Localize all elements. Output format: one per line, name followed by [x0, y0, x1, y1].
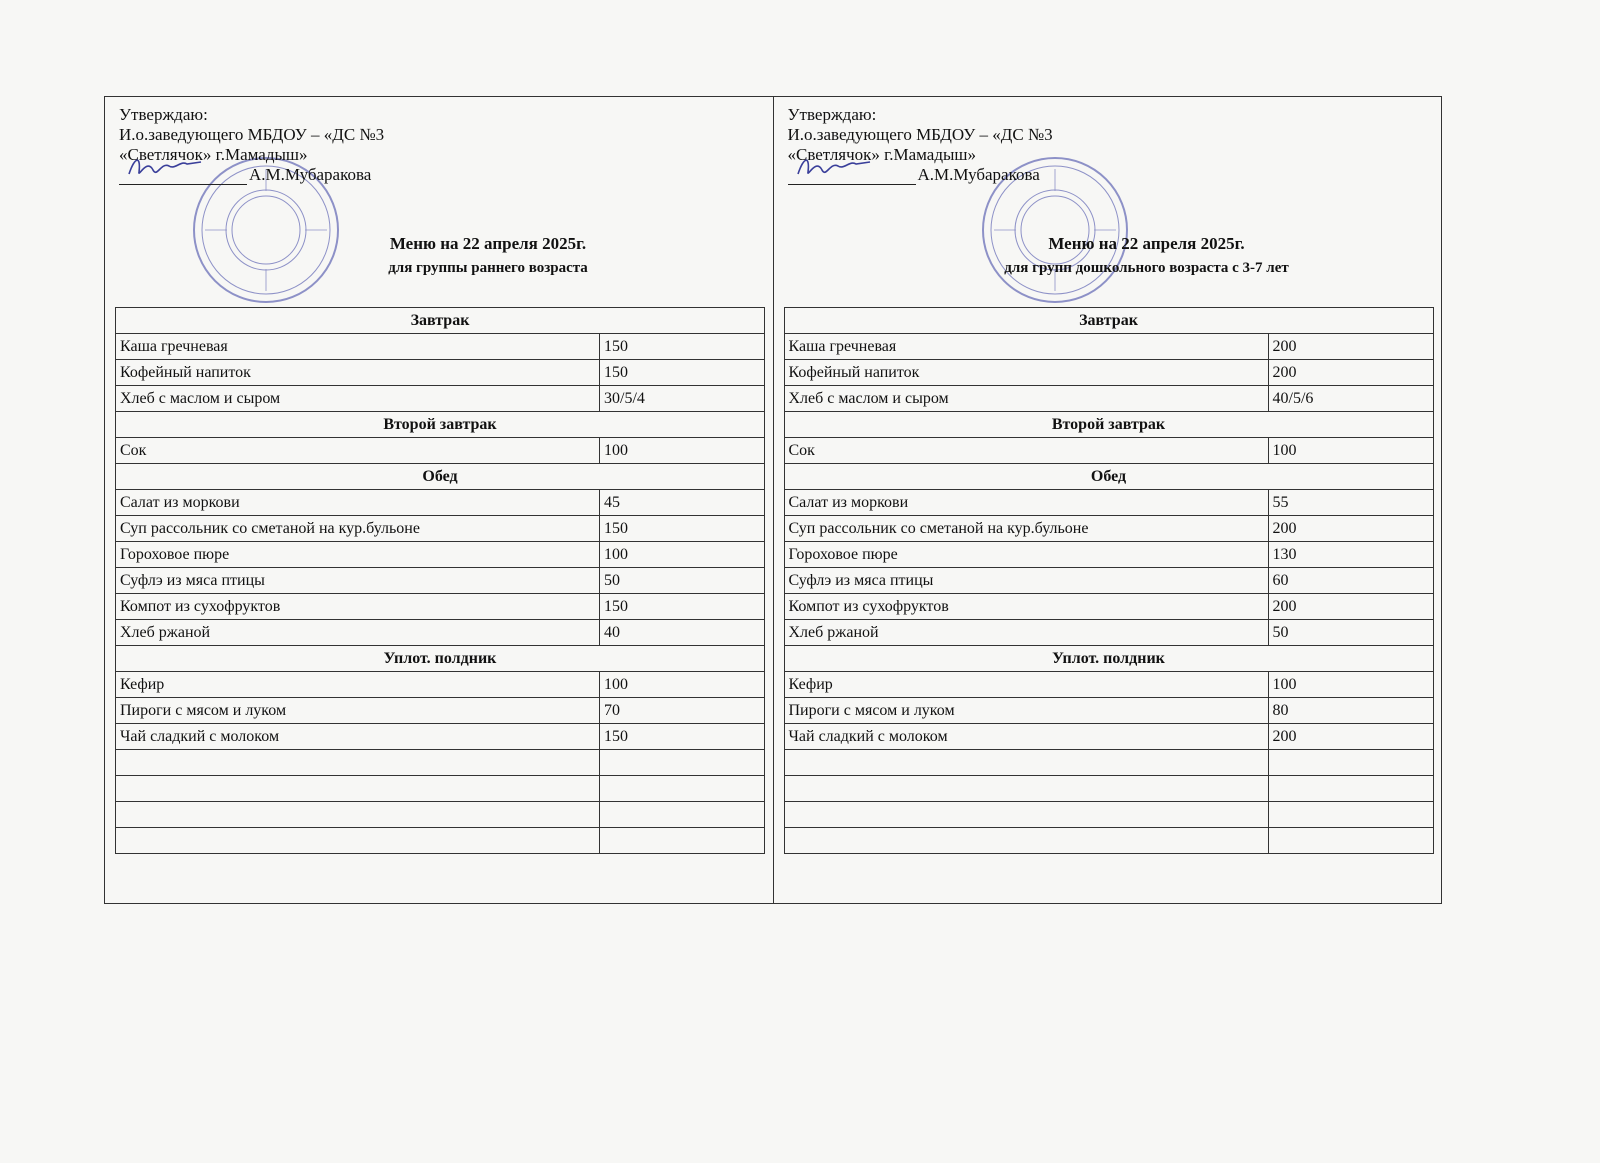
portion-size: 40/5/6 — [1268, 386, 1433, 412]
portion-size: 150 — [600, 334, 765, 360]
menu-title-prefix: Меню на — [1048, 234, 1118, 253]
dish-name: Пироги с мясом и луком — [116, 698, 600, 724]
menu-title-suffix: апреля 2025г. — [1142, 234, 1245, 253]
portion-size: 100 — [600, 672, 765, 698]
signature-row — [119, 165, 384, 185]
dish-name: Салат из моркови — [784, 490, 1268, 516]
portion-size: 150 — [600, 724, 765, 750]
table-row — [784, 360, 1433, 386]
menu-title-prefix: Меню на — [389, 234, 459, 253]
approve-label: Утверждаю: — [119, 105, 208, 124]
table-row — [116, 386, 765, 412]
dish-name: Суфлэ из мяса птицы — [784, 568, 1268, 594]
dish-name: Каша гречневая — [116, 334, 600, 360]
table-row — [784, 802, 1433, 828]
dish-name: Чай сладкий с молоком — [116, 724, 600, 750]
table-row — [116, 542, 765, 568]
menu-subtitle: для группы раннего возраста — [388, 260, 588, 276]
table-row — [784, 334, 1433, 360]
table-row — [784, 516, 1433, 542]
portion-size: 30/5/4 — [600, 386, 765, 412]
table-row — [116, 438, 765, 464]
section-header-row — [784, 646, 1433, 672]
dish-name — [116, 828, 600, 854]
table-row — [784, 542, 1433, 568]
dish-name: Чай сладкий с молоком — [784, 724, 1268, 750]
portion-size — [1268, 802, 1433, 828]
signature-line — [788, 166, 916, 185]
table-row — [784, 724, 1433, 750]
dish-name: Хлеб с маслом и сыром — [116, 386, 600, 412]
portion-size: 130 — [1268, 542, 1433, 568]
section-title: Обед — [116, 464, 765, 490]
table-row — [784, 490, 1433, 516]
table-row — [116, 828, 765, 854]
approval-block — [788, 105, 1053, 185]
table-row — [784, 594, 1433, 620]
dish-name: Компот из сухофруктов — [116, 594, 600, 620]
dish-name: Кофейный напиток — [784, 360, 1268, 386]
portion-size — [1268, 750, 1433, 776]
section-title: Уплот. полдник — [116, 646, 765, 672]
signer-name: А.М.Мубаракова — [917, 165, 1040, 184]
portion-size: 150 — [600, 516, 765, 542]
dish-name — [784, 750, 1268, 776]
approve-label: Утверждаю: — [787, 105, 877, 124]
table-row — [116, 724, 765, 750]
section-header-row — [784, 412, 1433, 438]
table-row — [784, 828, 1433, 854]
table-row — [116, 490, 765, 516]
portion-size: 55 — [1268, 490, 1433, 516]
section-header-row — [116, 308, 765, 334]
signature-icon — [794, 152, 874, 182]
approval-block — [119, 105, 384, 185]
section-title: Завтрак — [116, 308, 765, 334]
dish-name: Сок — [116, 438, 600, 464]
portion-size: 100 — [600, 542, 765, 568]
portion-size — [1268, 828, 1433, 854]
dish-name: Пироги с мясом и луком — [784, 698, 1268, 724]
portion-size: 50 — [1268, 620, 1433, 646]
menu-title — [774, 234, 1442, 254]
table-row — [116, 568, 765, 594]
menu-sheet — [104, 96, 1442, 904]
menu-title-suffix: апреля 2025г. — [484, 234, 587, 253]
dish-name: Кефир — [784, 672, 1268, 698]
section-title: Обед — [784, 464, 1433, 490]
table-row — [116, 620, 765, 646]
menu-table — [115, 307, 765, 854]
position-line-2: «Светлячок» г.Мамадыш» — [787, 145, 976, 164]
dish-name: Хлеб с маслом и сыром — [784, 386, 1268, 412]
position-line-1: И.о.заведующего МБДОУ – «ДС №3 — [119, 125, 385, 144]
menu-table — [784, 307, 1434, 854]
dish-name — [784, 776, 1268, 802]
table-row — [784, 438, 1433, 464]
portion-size: 45 — [600, 490, 765, 516]
signature-line — [119, 166, 247, 185]
portion-size — [600, 776, 765, 802]
table-row — [784, 698, 1433, 724]
portion-size: 100 — [1268, 438, 1433, 464]
dish-name: Хлеб ржаной — [784, 620, 1268, 646]
menu-title-day: 22 — [1121, 234, 1139, 253]
signature-icon — [125, 152, 205, 182]
portion-size: 80 — [1268, 698, 1433, 724]
table-row — [784, 750, 1433, 776]
position-line-2: «Светлячок» г.Мамадыш» — [119, 145, 308, 164]
dish-name: Суп рассольник со сметаной на кур.бульоне — [784, 516, 1268, 542]
dish-name: Кофейный напиток — [116, 360, 600, 386]
table-row — [116, 594, 765, 620]
panel-early-age — [105, 97, 774, 903]
dish-name: Гороховое пюре — [116, 542, 600, 568]
section-header-row — [116, 646, 765, 672]
dish-name: Суфлэ из мяса птицы — [116, 568, 600, 594]
portion-size — [600, 750, 765, 776]
dish-name: Компот из сухофруктов — [784, 594, 1268, 620]
dish-name: Сок — [784, 438, 1268, 464]
dish-name: Салат из моркови — [116, 490, 600, 516]
section-header-row — [116, 412, 765, 438]
dish-name: Кефир — [116, 672, 600, 698]
position-line-1: И.о.заведующего МБДОУ – «ДС №3 — [787, 125, 1053, 144]
section-header-row — [784, 308, 1433, 334]
portion-size — [600, 828, 765, 854]
dish-name — [784, 828, 1268, 854]
table-row — [784, 620, 1433, 646]
signature-row — [788, 165, 1053, 185]
section-title: Второй завтрак — [784, 412, 1433, 438]
panel-preschool — [774, 97, 1442, 903]
portion-size: 100 — [600, 438, 765, 464]
table-row — [116, 334, 765, 360]
portion-size: 70 — [600, 698, 765, 724]
portion-size: 40 — [600, 620, 765, 646]
portion-size — [1268, 776, 1433, 802]
menu-subtitle: для групп дошкольного возраста с 3-7 лет — [1004, 260, 1289, 276]
dish-name: Суп рассольник со сметаной на кур.бульоне — [116, 516, 600, 542]
table-row — [784, 386, 1433, 412]
portion-size: 200 — [1268, 724, 1433, 750]
portion-size: 150 — [600, 594, 765, 620]
portion-size: 60 — [1268, 568, 1433, 594]
portion-size — [600, 802, 765, 828]
section-title: Уплот. полдник — [784, 646, 1433, 672]
section-header-row — [116, 464, 765, 490]
dish-name — [116, 776, 600, 802]
section-title: Второй завтрак — [116, 412, 765, 438]
table-row — [116, 516, 765, 542]
table-row — [784, 776, 1433, 802]
table-row — [116, 698, 765, 724]
portion-size: 200 — [1268, 360, 1433, 386]
table-row — [116, 672, 765, 698]
table-row — [116, 750, 765, 776]
portion-size: 100 — [1268, 672, 1433, 698]
menu-title-day: 22 — [462, 234, 480, 253]
dish-name — [116, 802, 600, 828]
signer-name: А.М.Мубаракова — [249, 165, 372, 184]
portion-size: 200 — [1268, 594, 1433, 620]
dish-name: Хлеб ржаной — [116, 620, 600, 646]
dish-name: Гороховое пюре — [784, 542, 1268, 568]
table-row — [116, 360, 765, 386]
portion-size: 200 — [1268, 334, 1433, 360]
table-row — [116, 802, 765, 828]
section-header-row — [784, 464, 1433, 490]
section-title: Завтрак — [784, 308, 1433, 334]
portion-size: 150 — [600, 360, 765, 386]
dish-name — [116, 750, 600, 776]
table-row — [784, 568, 1433, 594]
menu-title — [105, 234, 773, 254]
portion-size: 200 — [1268, 516, 1433, 542]
dish-name — [784, 802, 1268, 828]
table-row — [116, 776, 765, 802]
dish-name: Каша гречневая — [784, 334, 1268, 360]
table-row — [784, 672, 1433, 698]
portion-size: 50 — [600, 568, 765, 594]
